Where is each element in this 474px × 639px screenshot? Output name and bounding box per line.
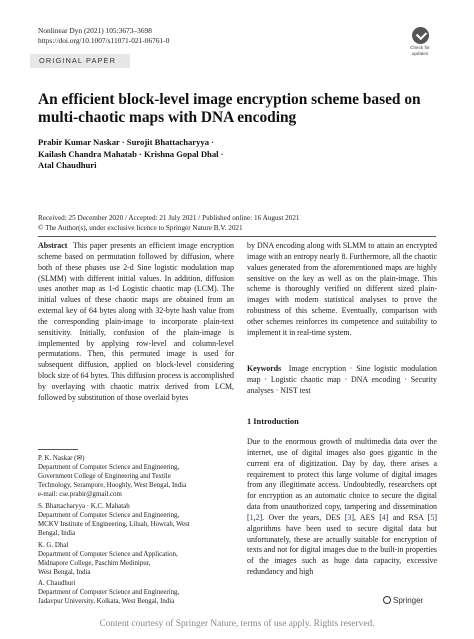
intro-text-3: ], AES [	[351, 512, 382, 522]
crossmark-label-2: updates	[411, 51, 429, 56]
affiliation-author: A. Chaudhuri	[38, 580, 76, 587]
affiliation-line: Midnapore College, Paschim Medinipur,	[38, 559, 151, 567]
publisher-name: Springer	[393, 596, 424, 605]
affiliation-line: Department of Computer Science and Engineering,	[38, 588, 180, 596]
affiliation-line: Government College of Engineering and Textile	[38, 472, 171, 480]
article-title: An efficient block-level image encryption scheme based on multi-chaotic maps with DNA encoding	[38, 91, 421, 126]
affiliation-block	[38, 580, 234, 607]
citation-link[interactable]: 4	[381, 512, 386, 522]
keywords-text: Image encryption · Sine logistic modulation map · Logistic chaotic map · DNA encoding · Security analyses · NIST test	[247, 364, 437, 395]
affiliation-line: Jadavpur University, Kolkata, West Bengal, India	[38, 597, 175, 605]
journal-citation: Nonlinear Dyn (2021) 105:3673–3698	[38, 26, 152, 35]
publication-dates	[38, 213, 438, 233]
affiliation-line: Bengal, India	[38, 529, 76, 537]
springer-horse-icon	[383, 596, 391, 604]
author-line-1[interactable]: Prabir Kumar Naskar · Surojit Bhattacharyya ·	[38, 137, 215, 147]
citation-link[interactable]: 2	[255, 512, 260, 522]
introduction-paragraph	[247, 437, 437, 578]
abstract-continuation: by DNA encoding along with SLMM to attain an encrypted image with an entropy nearly 8. Furthermore, all the chaotic values generated from the aforementioned maps are highly sensitive on the key as well as on the plain-image. This scheme is thoroughly verified on different sized plain-images with modern statistical analyses to prove the robustness of this scheme. Eventually, comparison with other schemes reinforces its competence and suitability to implement it in real-time system.	[247, 241, 437, 337]
affiliation-line: Department of Computer Science and Application,	[38, 550, 178, 558]
affiliation-block	[38, 455, 234, 500]
intro-text-2: ]. Over the years, DES [	[259, 512, 348, 522]
affiliation-line: Department of Computer Science and Engineering,	[38, 463, 180, 471]
author-line-3[interactable]: Atal Chaudhuri	[38, 160, 97, 170]
article-type-label: ORIGINAL PAPER	[39, 56, 117, 65]
doi-link[interactable]: https://doi.org/10.1007/s11071-021-06761-0	[38, 36, 170, 45]
affiliation-author: K. G. Dhal	[38, 542, 69, 549]
affiliation-line: West Bengal, India	[38, 568, 91, 576]
affiliation-block	[38, 542, 234, 578]
affiliation-author: P. K. Naskar (✉)	[38, 455, 85, 462]
citation-separator: ,	[253, 512, 256, 522]
copyright-line: © The Author(s), under exclusive licence to Springer Nature B.V. 2021	[38, 224, 243, 232]
affiliation-line: Technology, Serampore, Hooghly, West Bengal, India	[38, 481, 187, 489]
crossmark-label-1: Check for	[410, 45, 430, 50]
received-accepted-line: Received: 25 December 2020 / Accepted: 21 July 2021 / Published online: 16 August 2021	[38, 214, 300, 222]
keywords-heading: Keywords	[247, 364, 282, 373]
article-type-badge	[30, 54, 130, 68]
crossmark-icon	[412, 27, 429, 44]
abstract	[38, 241, 234, 404]
affiliation-divider	[38, 449, 78, 450]
abstract-heading: Abstract	[38, 241, 68, 250]
abstract-text: This paper presents an efficient image encryption scheme based on permutation followed by diffusion, where both of these phases use 2-d Sine logistic modulation map (SLMM) with different initial values. In addition, diffusion uses another map as 1-d Logistic chaotic map (LCM). The initial values of these chaotic maps are obtained from an external key of 64 bytes along with 32-byte hash value from the corresponding plain-image to incorporate plain-text sensitivity. Initially, confusion of the plain-image is implemented by applying row-level and column-level permutations. Then, this permuted image is used for subsequent diffusion, applied on block-level considering block size of 64 bytes. This diffusion process is accomplished by overlaying with chaotic matrix derived from LCM, followed by substitution of those overlaid bytes	[38, 241, 234, 402]
keywords	[247, 364, 437, 397]
affiliation-email[interactable]: e-mail: cse.prabir@gmail.com	[38, 490, 122, 498]
author-line-2[interactable]: Kailash Chandra Mahatab · Krishna Gopal Dhal ·	[38, 148, 224, 159]
crossmark-button[interactable]	[406, 27, 434, 56]
courtesy-footer: Content courtesy of Springer Nature, terms of use apply. Rights reserved.	[99, 619, 375, 629]
journal-header	[38, 26, 169, 46]
section-heading-introduction: 1 Introduction	[247, 417, 299, 426]
intro-text-1: Due to the enormous growth of multimedia data over the internet, use of digital images also goes gigantic in the current era of digitization. Day by day, there arises a requirement to protect this large volume of digital images from any illegitimate access. Undoubtedly, researchers opt for encryption as an automatic choice to secure the digital data from unauthorized copy, tampering and dissemination [	[247, 437, 437, 522]
author-list	[38, 137, 438, 172]
affiliation-line: MCKV Institute of Engineering, Liluah, Howrah, West	[38, 520, 190, 528]
affiliation-author: S. Bhattacharyya · K.C. Mahatab	[38, 503, 130, 510]
citation-link[interactable]: 3	[347, 512, 352, 522]
affiliation-block	[38, 503, 234, 539]
citation-link[interactable]: 5	[430, 512, 435, 522]
intro-text-5: ] algorithms have been used to secure digital data but unfortunately, these are actually suitable for encryption of texts and not for digital images due to the built-in properties of the images such as huge data capacity, excessive redundancy and high	[247, 512, 437, 577]
intro-text-4: ] and RSA [	[385, 512, 431, 522]
affiliation-line: Department of Computer Science and Engineering,	[38, 511, 180, 519]
citation-link[interactable]: 1	[249, 512, 254, 522]
header-divider	[38, 236, 436, 237]
publisher-logo	[383, 596, 423, 605]
